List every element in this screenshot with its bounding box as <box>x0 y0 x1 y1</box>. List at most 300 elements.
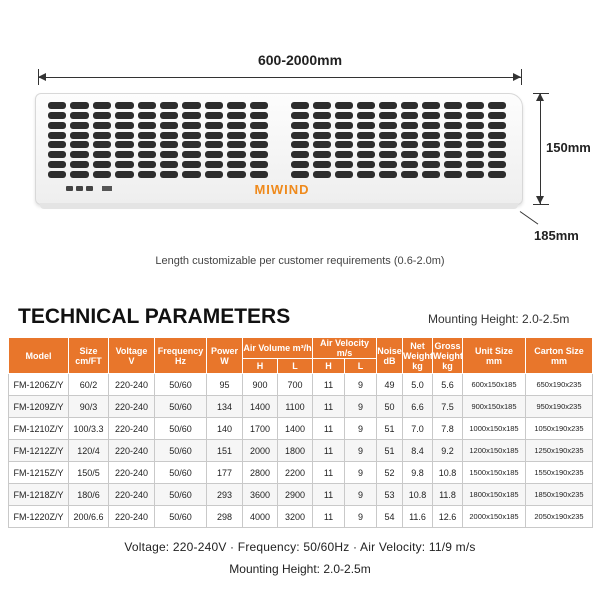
cell-model: FM-1210Z/Y <box>9 418 69 440</box>
cell-air-volume-l: 700 <box>278 374 313 396</box>
vent-slot <box>422 171 440 178</box>
cell-net-weight: 6.6 <box>403 396 433 418</box>
vent-slot <box>48 161 66 168</box>
cell-noise: 53 <box>377 484 403 506</box>
vent-slot <box>444 122 462 129</box>
vent-slot <box>93 132 111 139</box>
vent-slot-row <box>48 141 268 148</box>
cell-air-velocity-l: 9 <box>345 374 377 396</box>
vent-slot-row <box>48 171 268 178</box>
cell-air-volume-h: 3600 <box>243 484 278 506</box>
cell-frequency: 50/60 <box>155 484 207 506</box>
cell-air-velocity-h: 11 <box>313 374 345 396</box>
vent-slot <box>93 102 111 109</box>
cell-noise: 50 <box>377 396 403 418</box>
vent-slot <box>466 151 484 158</box>
cell-carton-size: 950x190x235 <box>526 396 593 418</box>
table-row <box>9 440 593 462</box>
table-row <box>9 462 593 484</box>
vent-slot <box>93 141 111 148</box>
vent-slot <box>115 102 133 109</box>
vent-slot <box>488 171 506 178</box>
cell-air-velocity-h: 11 <box>313 418 345 440</box>
cell-model: FM-1218Z/Y <box>9 484 69 506</box>
vent-slot <box>227 161 245 168</box>
control-button <box>66 186 73 191</box>
vent-slot <box>291 122 309 129</box>
vent-slot <box>138 112 156 119</box>
cell-unit-size: 1800x150x185 <box>463 484 526 506</box>
cell-air-volume-h: 1400 <box>243 396 278 418</box>
cell-air-volume-h: 2800 <box>243 462 278 484</box>
cell-net-weight: 7.0 <box>403 418 433 440</box>
vent-slot <box>182 161 200 168</box>
vent-slot <box>379 132 397 139</box>
vent-slot <box>488 112 506 119</box>
cell-frequency: 50/60 <box>155 418 207 440</box>
vent-slot <box>335 102 353 109</box>
vent-slot <box>250 171 268 178</box>
vent-slot-row <box>291 141 506 148</box>
vent-slot <box>115 161 133 168</box>
vent-slot <box>250 102 268 109</box>
cell-size: 200/6.6 <box>69 506 109 528</box>
vent-slot <box>48 132 66 139</box>
cell-model: FM-1209Z/Y <box>9 396 69 418</box>
table-row <box>9 374 593 396</box>
vent-slot <box>115 122 133 129</box>
footer-specs-line: Voltage: 220-240V · Frequency: 50/60Hz · Air Velocity: 11/9 m/s <box>124 540 476 554</box>
col-header-unit-size <box>463 338 526 374</box>
vent-slot <box>291 132 309 139</box>
cell-gross-weight: 9.2 <box>433 440 463 462</box>
vent-slot <box>401 141 419 148</box>
col-header-carton-size-unit: mm <box>550 355 567 366</box>
cell-power: 151 <box>207 440 243 462</box>
vent-slot <box>182 112 200 119</box>
vent-slot <box>357 122 375 129</box>
col-header-air-volume: Air Volume m³/h <box>243 338 313 359</box>
vent-slot <box>182 151 200 158</box>
vent-slot <box>466 161 484 168</box>
vent-slot <box>488 141 506 148</box>
vent-slot <box>70 141 88 148</box>
air-curtain-unit <box>35 93 523 205</box>
vent-slot <box>182 132 200 139</box>
vent-slot <box>488 151 506 158</box>
arrow-right-icon <box>513 73 521 81</box>
mounting-height-label: Mounting Height: 2.0-2.5m <box>428 312 570 326</box>
vent-slot-row <box>48 122 268 129</box>
vent-slot <box>488 102 506 109</box>
col-header-frequency-label: Frequency <box>157 345 204 356</box>
cell-air-volume-h: 900 <box>243 374 278 396</box>
vent-slot <box>70 151 88 158</box>
cell-unit-size: 1000x150x185 <box>463 418 526 440</box>
indicator-light <box>102 186 112 191</box>
vent-slot <box>70 171 88 178</box>
vent-slot <box>335 141 353 148</box>
cell-net-weight: 9.8 <box>403 462 433 484</box>
cell-model: FM-1220Z/Y <box>9 506 69 528</box>
cell-carton-size: 1050x190x235 <box>526 418 593 440</box>
vent-slot <box>357 161 375 168</box>
vent-slot <box>48 102 66 109</box>
vent-slot-row <box>48 112 268 119</box>
col-header-carton-size <box>526 338 593 374</box>
arrow-up-icon <box>536 93 544 101</box>
vent-slot <box>357 112 375 119</box>
customization-note: Length customizable per customer requirements (0.6-2.0m) <box>155 255 445 267</box>
cell-gross-weight: 12.6 <box>433 506 463 528</box>
col-header-noise-label: Noise <box>377 345 402 356</box>
cell-model: FM-1212Z/Y <box>9 440 69 462</box>
vent-slot <box>335 112 353 119</box>
col-header-size-label: Size <box>79 345 98 356</box>
col-header-power-label: Power <box>210 345 238 356</box>
cell-air-velocity-l: 9 <box>345 506 377 528</box>
vent-slot <box>401 132 419 139</box>
col-header-net-weight-label: Net Weight <box>403 340 433 361</box>
vent-slot <box>182 102 200 109</box>
table-row <box>9 396 593 418</box>
col-header-gross-weight-unit: kg <box>442 360 453 371</box>
spec-table-body <box>9 374 593 528</box>
vent-slot <box>205 171 223 178</box>
unit-base <box>40 203 518 209</box>
cell-net-weight: 5.0 <box>403 374 433 396</box>
vent-slot <box>291 112 309 119</box>
vent-slot <box>379 161 397 168</box>
cell-size: 180/6 <box>69 484 109 506</box>
vent-slot <box>422 141 440 148</box>
vent-slot <box>466 132 484 139</box>
vent-slot <box>48 151 66 158</box>
vent-slot <box>357 132 375 139</box>
cell-air-velocity-h: 11 <box>313 506 345 528</box>
vent-slot <box>227 132 245 139</box>
cell-size: 150/5 <box>69 462 109 484</box>
width-dimension-line <box>38 77 522 78</box>
cell-model: FM-1215Z/Y <box>9 462 69 484</box>
vent-slot <box>379 112 397 119</box>
cell-power: 95 <box>207 374 243 396</box>
cell-gross-weight: 7.8 <box>433 418 463 440</box>
cell-air-volume-h: 2000 <box>243 440 278 462</box>
cell-power: 293 <box>207 484 243 506</box>
vent-slot <box>313 151 331 158</box>
cell-carton-size: 2050x190x235 <box>526 506 593 528</box>
cell-noise: 52 <box>377 462 403 484</box>
width-dimension-tick-right <box>521 69 522 85</box>
vent-slot <box>313 141 331 148</box>
vent-slot <box>291 102 309 109</box>
depth-dimension-label: 185mm <box>534 228 579 243</box>
cell-unit-size: 900x150x185 <box>463 396 526 418</box>
control-button <box>86 186 93 191</box>
vent-slot <box>227 122 245 129</box>
vent-slot <box>335 151 353 158</box>
cell-voltage: 220-240 <box>109 462 155 484</box>
vent-slot <box>291 171 309 178</box>
vent-slot <box>379 141 397 148</box>
vent-slot <box>227 141 245 148</box>
vent-slot <box>70 161 88 168</box>
cell-air-volume-l: 1400 <box>278 418 313 440</box>
cell-carton-size: 1850x190x235 <box>526 484 593 506</box>
col-header-gross-weight <box>433 338 463 374</box>
cell-voltage: 220-240 <box>109 506 155 528</box>
control-panel <box>66 186 112 191</box>
vent-slot <box>115 112 133 119</box>
cell-power: 177 <box>207 462 243 484</box>
vent-slot-row <box>291 122 506 129</box>
vent-slot-row <box>48 161 268 168</box>
vent-grille-left <box>48 102 268 178</box>
cell-unit-size: 1200x150x185 <box>463 440 526 462</box>
vent-slot <box>357 102 375 109</box>
vent-slot <box>93 171 111 178</box>
vent-slot <box>422 112 440 119</box>
vent-slot <box>205 132 223 139</box>
col-header-frequency-unit: Hz <box>175 355 186 366</box>
col-header-noise <box>377 338 403 374</box>
vent-slot <box>379 102 397 109</box>
cell-air-velocity-h: 11 <box>313 396 345 418</box>
height-dimension-label: 150mm <box>546 140 591 155</box>
vent-slot <box>48 171 66 178</box>
vent-slot <box>422 161 440 168</box>
vent-slot <box>401 112 419 119</box>
vent-slot <box>205 122 223 129</box>
height-dimension-tick-bottom <box>533 204 549 205</box>
vent-slot <box>160 141 178 148</box>
vent-slot <box>466 102 484 109</box>
cell-air-volume-l: 1100 <box>278 396 313 418</box>
cell-frequency: 50/60 <box>155 506 207 528</box>
vent-slot <box>422 122 440 129</box>
col-header-voltage-unit: V <box>128 355 135 366</box>
vent-slot <box>379 122 397 129</box>
vent-slot <box>291 161 309 168</box>
width-dimension-label: 600-2000mm <box>257 52 343 68</box>
vent-slot <box>115 132 133 139</box>
cell-size: 100/3.3 <box>69 418 109 440</box>
vent-slot <box>227 151 245 158</box>
vent-slot <box>444 161 462 168</box>
cell-noise: 54 <box>377 506 403 528</box>
vent-slot <box>160 122 178 129</box>
cell-air-volume-l: 2200 <box>278 462 313 484</box>
vent-slot <box>160 132 178 139</box>
cell-air-velocity-l: 9 <box>345 418 377 440</box>
vent-slot <box>205 141 223 148</box>
vent-slot <box>138 132 156 139</box>
col-header-frequency <box>155 338 207 374</box>
vent-slot <box>401 102 419 109</box>
vent-slot <box>138 141 156 148</box>
vent-slot <box>227 171 245 178</box>
cell-air-volume-h: 4000 <box>243 506 278 528</box>
cell-voltage: 220-240 <box>109 440 155 462</box>
table-row <box>9 506 593 528</box>
cell-gross-weight: 5.6 <box>433 374 463 396</box>
spec-table <box>8 337 593 528</box>
col-header-air-velocity: Air Velocity m/s <box>313 338 377 359</box>
cell-air-volume-l: 1800 <box>278 440 313 462</box>
col-header-model: Model <box>9 338 69 374</box>
arrow-down-icon <box>536 196 544 204</box>
cell-air-velocity-l: 9 <box>345 396 377 418</box>
vent-slot <box>70 112 88 119</box>
vent-slot <box>313 132 331 139</box>
col-header-carton-size-label: Carton Size <box>534 345 584 356</box>
vent-slot <box>182 141 200 148</box>
cell-size: 90/3 <box>69 396 109 418</box>
vent-slot <box>291 141 309 148</box>
cell-air-velocity-h: 11 <box>313 440 345 462</box>
vent-slot <box>444 141 462 148</box>
vent-slot <box>466 141 484 148</box>
cell-voltage: 220-240 <box>109 374 155 396</box>
cell-unit-size: 1500x150x185 <box>463 462 526 484</box>
vent-slot <box>313 112 331 119</box>
cell-gross-weight: 11.8 <box>433 484 463 506</box>
vent-slot <box>182 171 200 178</box>
table-row <box>9 418 593 440</box>
cell-frequency: 50/60 <box>155 396 207 418</box>
vent-slot <box>205 161 223 168</box>
cell-gross-weight: 7.5 <box>433 396 463 418</box>
col-header-voltage <box>109 338 155 374</box>
cell-net-weight: 11.6 <box>403 506 433 528</box>
col-subheader-air-volume-l: L <box>278 359 313 374</box>
vent-slot <box>401 151 419 158</box>
control-button <box>76 186 83 191</box>
vent-slot <box>250 122 268 129</box>
vent-slot-row <box>291 132 506 139</box>
col-header-unit-size-label: Unit Size <box>474 345 513 356</box>
vent-slot <box>160 151 178 158</box>
cell-air-velocity-l: 9 <box>345 484 377 506</box>
vent-slot <box>335 122 353 129</box>
cell-voltage: 220-240 <box>109 396 155 418</box>
cell-carton-size: 1550x190x235 <box>526 462 593 484</box>
vent-slot <box>357 141 375 148</box>
col-header-size-unit: cm/FT <box>75 355 102 366</box>
vent-slot <box>138 151 156 158</box>
vent-slot <box>227 112 245 119</box>
vent-slot <box>444 151 462 158</box>
vent-slot <box>70 102 88 109</box>
cell-air-velocity-l: 9 <box>345 440 377 462</box>
vent-slot <box>93 112 111 119</box>
cell-carton-size: 650x190x235 <box>526 374 593 396</box>
vent-slot <box>488 122 506 129</box>
vent-slot <box>205 102 223 109</box>
col-header-net-weight <box>403 338 433 374</box>
col-subheader-air-velocity-l: L <box>345 359 377 374</box>
vent-slot <box>291 151 309 158</box>
col-subheader-air-volume-h: H <box>243 359 278 374</box>
cell-noise: 49 <box>377 374 403 396</box>
vent-slot <box>115 151 133 158</box>
col-header-power <box>207 338 243 374</box>
vent-slot <box>205 112 223 119</box>
footer-mounting-height: Mounting Height: 2.0-2.5m <box>229 562 371 576</box>
vent-slot <box>48 141 66 148</box>
vent-slot <box>160 171 178 178</box>
vent-slot-row <box>291 112 506 119</box>
vent-slot <box>138 171 156 178</box>
col-header-size <box>69 338 109 374</box>
vent-slot <box>379 151 397 158</box>
cell-model: FM-1206Z/Y <box>9 374 69 396</box>
cell-net-weight: 10.8 <box>403 484 433 506</box>
cell-unit-size: 2000x150x185 <box>463 506 526 528</box>
cell-power: 134 <box>207 396 243 418</box>
brand-logo: MIWIND <box>254 182 310 197</box>
vent-slot <box>313 161 331 168</box>
cell-size: 120/4 <box>69 440 109 462</box>
vent-slot <box>160 102 178 109</box>
vent-slot <box>70 122 88 129</box>
vent-slot <box>115 141 133 148</box>
vent-slot <box>444 132 462 139</box>
col-header-noise-unit: dB <box>383 355 396 366</box>
cell-air-volume-l: 3200 <box>278 506 313 528</box>
arrow-left-icon <box>38 73 46 81</box>
cell-air-velocity-l: 9 <box>345 462 377 484</box>
vent-slot <box>401 171 419 178</box>
vent-slot-row <box>291 151 506 158</box>
cell-size: 60/2 <box>69 374 109 396</box>
cell-noise: 51 <box>377 418 403 440</box>
vent-slot <box>160 161 178 168</box>
vent-slot <box>488 132 506 139</box>
cell-gross-weight: 10.8 <box>433 462 463 484</box>
vent-slot <box>250 141 268 148</box>
vent-slot <box>379 171 397 178</box>
vent-slot <box>313 122 331 129</box>
col-header-unit-size-unit: mm <box>485 355 502 366</box>
vent-slot <box>466 112 484 119</box>
vent-slot <box>48 112 66 119</box>
vent-slot <box>422 132 440 139</box>
col-header-power-unit: W <box>220 355 229 366</box>
height-dimension-line <box>540 93 541 205</box>
vent-slot <box>466 122 484 129</box>
cell-net-weight: 8.4 <box>403 440 433 462</box>
cell-carton-size: 1250x190x235 <box>526 440 593 462</box>
vent-slot <box>357 151 375 158</box>
vent-slot-row <box>48 132 268 139</box>
cell-noise: 51 <box>377 440 403 462</box>
vent-slot <box>401 161 419 168</box>
vent-grille-right <box>291 102 506 178</box>
vent-slot <box>401 122 419 129</box>
cell-frequency: 50/60 <box>155 462 207 484</box>
vent-slot <box>250 161 268 168</box>
cell-air-velocity-h: 11 <box>313 484 345 506</box>
vent-slot-row <box>291 102 506 109</box>
col-subheader-air-velocity-h: H <box>313 359 345 374</box>
vent-slot <box>466 171 484 178</box>
cell-voltage: 220-240 <box>109 418 155 440</box>
vent-slot <box>138 161 156 168</box>
vent-slot <box>250 112 268 119</box>
vent-slot <box>93 122 111 129</box>
